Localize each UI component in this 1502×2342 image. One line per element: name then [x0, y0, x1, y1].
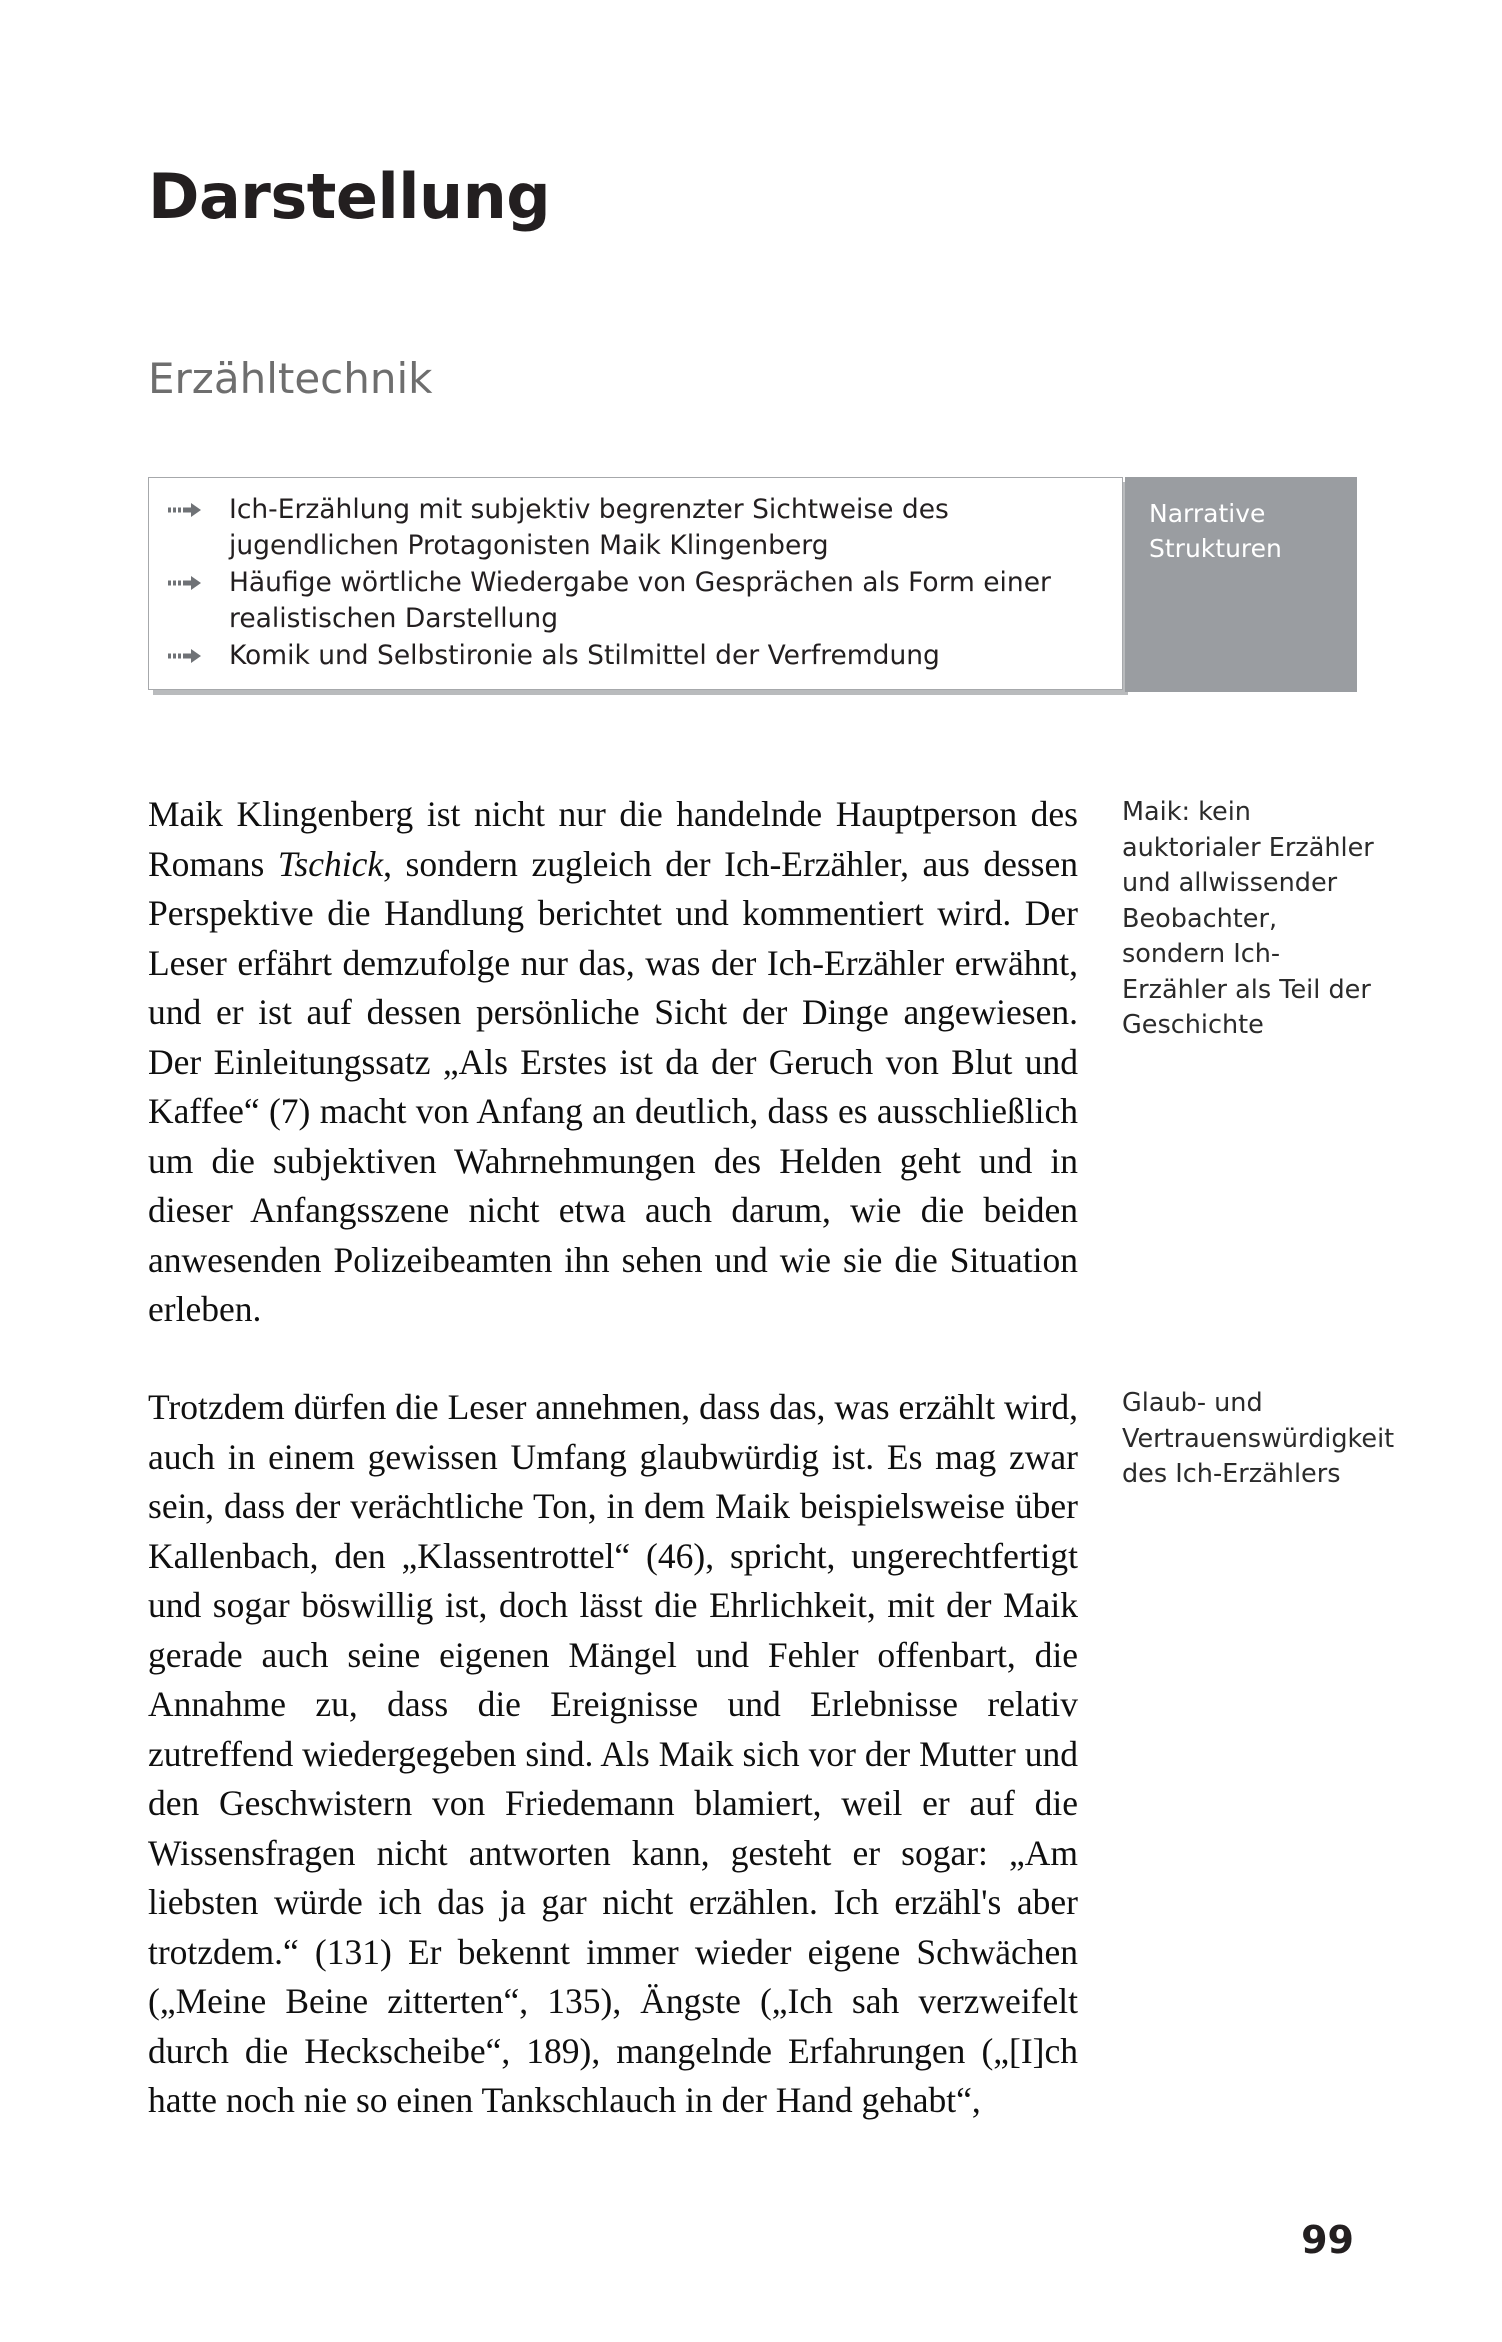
info-box-tag — [1125, 477, 1357, 692]
page-number: 99 — [1301, 2218, 1354, 2262]
body-paragraph-2: Trotzdem dürfen die Leser annehmen, dass das, was erzählt wird, auch in einem gewissen Umfang glaubwürdig ist. Es mag zwar sein, dass der verächtliche Ton, in dem Maik beispielsweise über Kallenbach, den „Klassentrottel“ (46), spricht, ungerechtfertigt und sogar böswillig ist, doch lässt die Ehrlichkeit, mit der Maik gerade auch seine eigenen Mängel und Fehler offenbart, die Annahme zu, dass die Ereignisse und Erlebnisse relativ zutreffend wiedergegeben sind. Als Maik sich vor der Mutter und den Geschwistern von Friedemann blamiert, weil er auf die Wissensfragen nicht antworten kann, gesteht er sogar: „Am liebsten würde ich das ja gar nicht erzählen. Ich erzähl's aber trotzdem.“ (131) Er bekennt immer wieder eigene Schwächen („Meine Beine zitterten“, 135), Ängste („Ich sah verzweifelt durch die Heckscheibe“, 189), mangelnde Erfahrungen („[I]ch hatte noch nie so einen Tankschlauch in der Hand gehabt“, — [148, 1387, 1078, 2120]
list-item-label: Häufige wörtliche Wiedergabe von Gesprächen als Form einer realistischen Darstellung — [229, 567, 1051, 634]
section-heading: Erzähltechnik — [148, 354, 433, 403]
list-item — [149, 492, 1122, 564]
info-box-container — [148, 477, 1125, 692]
list-item — [149, 565, 1122, 637]
body-paragraph-1-block — [148, 790, 1078, 1335]
book-title-italic: Tschick — [277, 843, 384, 884]
paragraph-1-text-a: Maik Klingenberg ist nicht nur die handelnde Hauptperson des Romans — [148, 794, 1078, 884]
margin-note-2: Glaub- und Vertrauenswürdigkeit des Ich-Erzählers — [1122, 1388, 1395, 1489]
bullet-list — [149, 492, 1122, 675]
info-box — [148, 477, 1123, 690]
info-box-tag-label: Narrative Strukturen — [1149, 499, 1282, 563]
arrow-right-icon — [167, 496, 207, 524]
page-title: Darstellung — [148, 160, 551, 233]
list-item-label: Ich-Erzählung mit subjektiv begrenzter Sichtweise des jugendlichen Protagonisten Maik Klingenberg — [229, 494, 949, 561]
body-paragraph-1 — [148, 790, 1078, 1335]
arrow-right-icon — [167, 642, 207, 670]
body-paragraph-2-block — [148, 1383, 1078, 2126]
list-item — [149, 638, 1122, 674]
paragraph-1-text-b: , sondern zugleich der Ich-Erzähler, aus dessen Perspektive die Handlung berichtet und kommentiert wird. Der Leser erfährt demzufolge nur das, was der Ich-Erzähler erwähnt, und er ist auf dessen persönliche Sicht der Dinge angewiesen. Der Einleitungssatz „Als Erstes ist da der Geruch von Blut und Kaffee“ (7) macht von Anfang an deutlich, dass es ausschließlich um die subjektiven Wahrnehmungen des Helden geht und in dieser Anfangsszene nicht etwa auch darum, wie die beiden anwesenden Polizeibeamten ihn sehen und wie sie die Situation erleben. — [148, 843, 1079, 1329]
arrow-right-icon — [167, 569, 207, 597]
margin-note-1: Maik: kein auktorialer Erzähler und allwissender Beobachter, sondern Ich-Erzähler als Teil der Geschichte — [1122, 797, 1374, 1040]
list-item-label: Komik und Selbstironie als Stilmittel der Verfremdung — [229, 640, 940, 671]
